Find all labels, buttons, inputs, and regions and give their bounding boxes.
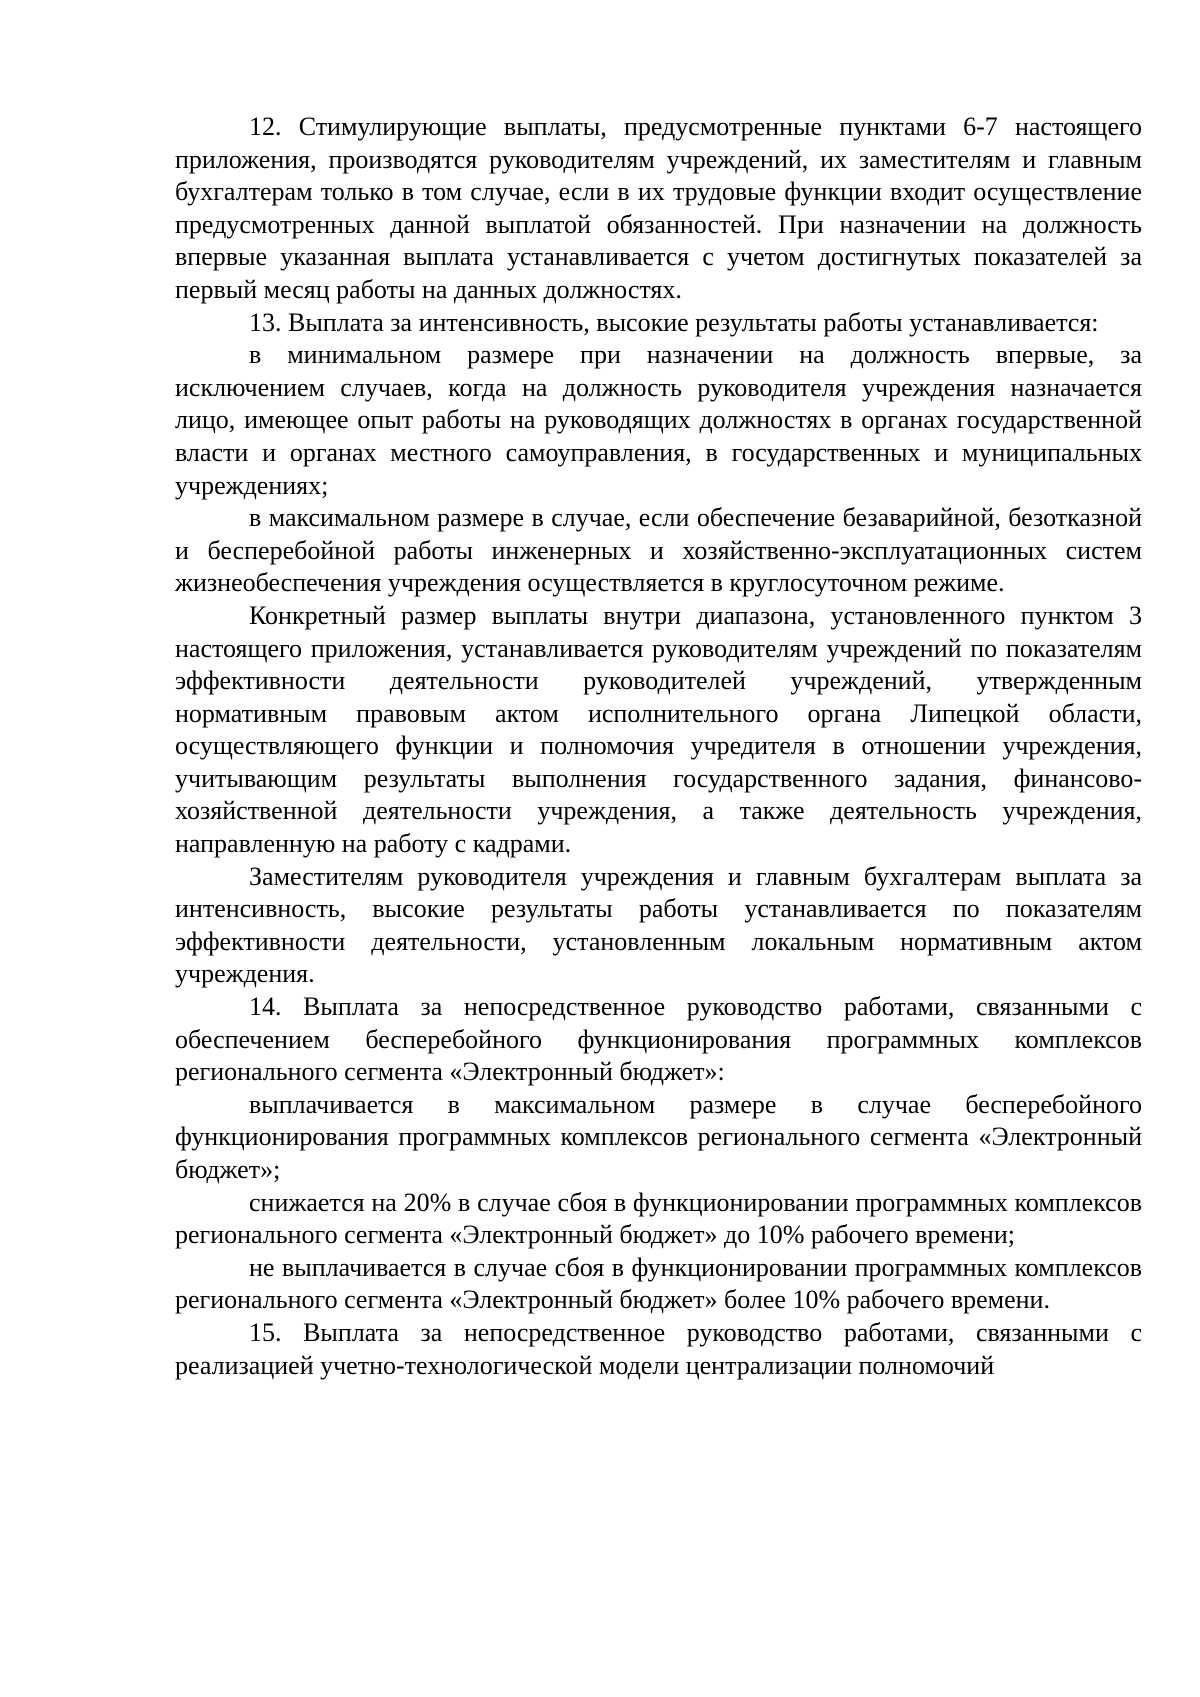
paragraph-deputies: Заместителям руководителя учреждения и главным бухгалтерам выплата за интенсивность, высокие результаты работы устанавливается по показателям эффективности деятельности, установленным локальным нормативным актом учреждения. — [175, 861, 1142, 989]
document-body — [175, 111, 1142, 1382]
paragraph-14-not-paid: не выплачивается в случае сбоя в функционировании программных комплексов регионального сегмента «Электронный бюджет» более 10% рабочего времени. — [175, 1252, 1142, 1315]
paragraph-14-maximum: выплачивается в максимальном размере в случае бесперебойного функционирования программных комплексов регионального сегмента «Электронный бюджет»; — [175, 1089, 1142, 1184]
paragraph-13: 13. Выплата за интенсивность, высокие результаты работы устанавливается: — [249, 307, 1099, 337]
paragraph-specific-amount: Конкретный размер выплаты внутри диапазона, установленного пунктом 3 настоящего приложения, устанавливается руководителям учреждений по показателям эффективности деятельности руководителей учреждений, утвержденным нормативным правовым актом исполнительного органа Липецкой области, осуществляющего функции и полномочия учредителя в отношении учреждения, учитывающим результаты выполнения государственного задания, финансово-хозяйственной деятельности учреждения, а также деятельность учреждения, направленную на работу с кадрами. — [175, 600, 1142, 859]
paragraph-14: 14. Выплата за непосредственное руководство работами, связанными с обеспечением бесперебойного функционирования программных комплексов регионального сегмента «Электронный бюджет»: — [175, 992, 1142, 1087]
paragraph-14-reduced: снижается на 20% в случае сбоя в функционировании программных комплексов регионального сегмента «Электронный бюджет» до 10% рабочего времени; — [175, 1187, 1142, 1250]
paragraph-13-minimum: в минимальном размере при назначении на должность впервые, за исключением случаев, когда на должность руководителя учреждения назначается лицо, имеющее опыт работы на руководящих должностях в органах государственной власти и органах местного самоуправления, в государственных и муниципальных учреждениях; — [175, 340, 1142, 500]
paragraph-13-maximum: в максимальном размере в случае, если обеспечение безаварийной, безотказной и бесперебойной работы инженерных и хозяйственно-эксплуатационных систем жизнеобеспечения учреждения осуществляется в круглосуточном режиме. — [175, 503, 1142, 598]
paragraph-15: 15. Выплата за непосредственное руководство работами, связанными с реализацией учетно-технологической модели централизации полномочий — [175, 1317, 1142, 1380]
paragraph-12: 12. Стимулирующие выплаты, предусмотренные пунктами 6-7 настоящего приложения, производятся руководителям учреждений, их заместителям и главным бухгалтерам только в том случае, если в их трудовые функции входит осуществление предусмотренных данной выплатой обязанностей. При назначении на должность впервые указанная выплата устанавливается с учетом достигнутых показателей за первый месяц работы на данных должностях. — [175, 112, 1142, 304]
